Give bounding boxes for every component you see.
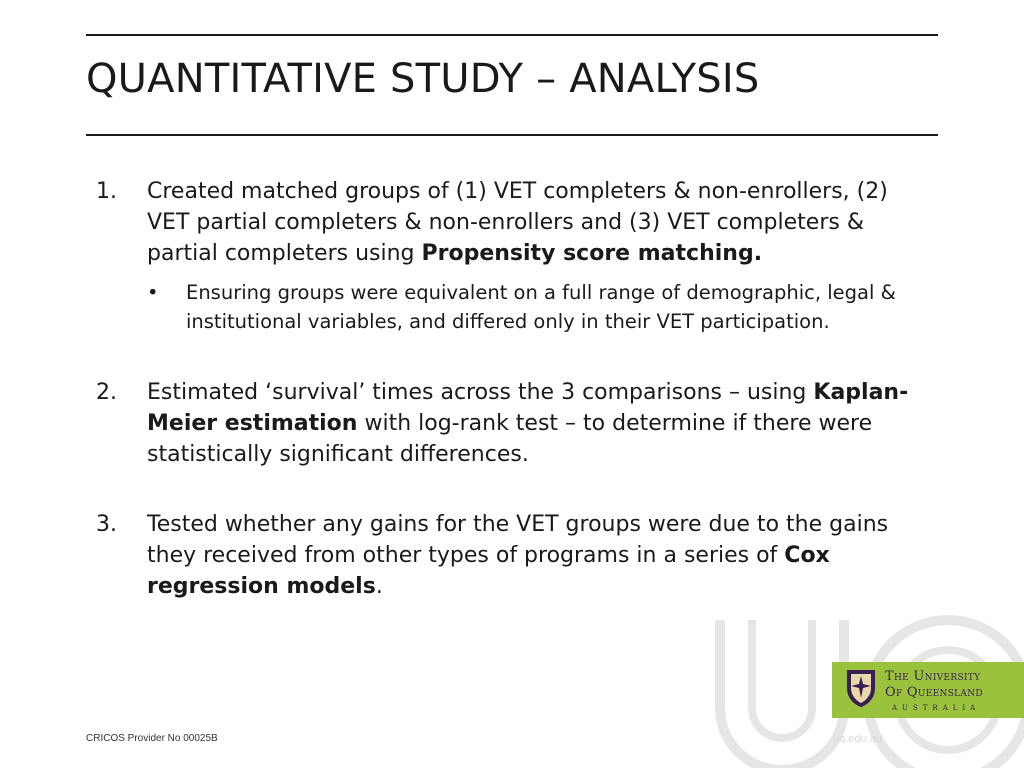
uq-logo bbox=[832, 662, 1024, 718]
list-bold-3: Cox regression models bbox=[147, 543, 830, 599]
list-item-2 bbox=[96, 377, 916, 470]
logo-line-3: AUSTRALIA bbox=[892, 704, 981, 712]
list-number-3: 3. bbox=[96, 512, 117, 537]
logo-line-1: The University bbox=[885, 669, 981, 684]
list-text-1: Created matched groups of (1) VET completers & non-enrollers, (2) VET partial completers & non-enrollers and (3) VET completers & partial completers using bbox=[147, 179, 888, 266]
list-text-2-after: with log-rank test – to determine if there were statistically significant differences. bbox=[147, 411, 873, 467]
list-number-1: 1. bbox=[96, 179, 117, 204]
footer-url: uq.edu.au bbox=[833, 733, 882, 745]
list-number-2: 2. bbox=[96, 380, 117, 405]
sub-bullet-text: Ensuring groups were equivalent on a full range of demographic, legal & institutional variables, and differed only in their VET participation. bbox=[186, 281, 896, 333]
list-item-3 bbox=[96, 509, 916, 602]
list-text-2: Estimated ‘survival’ times across the 3 comparisons – using bbox=[147, 380, 814, 405]
numbered-list bbox=[96, 176, 916, 602]
list-text-3: Tested whether any gains for the VET groups were due to the gains they received from other types of programs in a series of bbox=[147, 512, 889, 568]
title-top-rule bbox=[86, 34, 938, 36]
slide-title: QUANTITATIVE STUDY – ANALYSIS bbox=[86, 56, 760, 102]
uq-crest-icon bbox=[845, 668, 877, 708]
title-bottom-rule bbox=[86, 134, 938, 136]
list-bold-1: Propensity score matching. bbox=[421, 241, 763, 266]
list-bold-2: Kaplan-Meier estimation bbox=[147, 380, 909, 436]
sub-bullet-item bbox=[147, 278, 916, 336]
logo-line-2: Of Queensland bbox=[885, 685, 983, 700]
bullet-icon: • bbox=[147, 281, 159, 304]
list-text-3-after: . bbox=[375, 574, 383, 599]
list-item-1 bbox=[96, 176, 916, 336]
cricos-provider: CRICOS Provider No 00025B bbox=[86, 733, 218, 744]
